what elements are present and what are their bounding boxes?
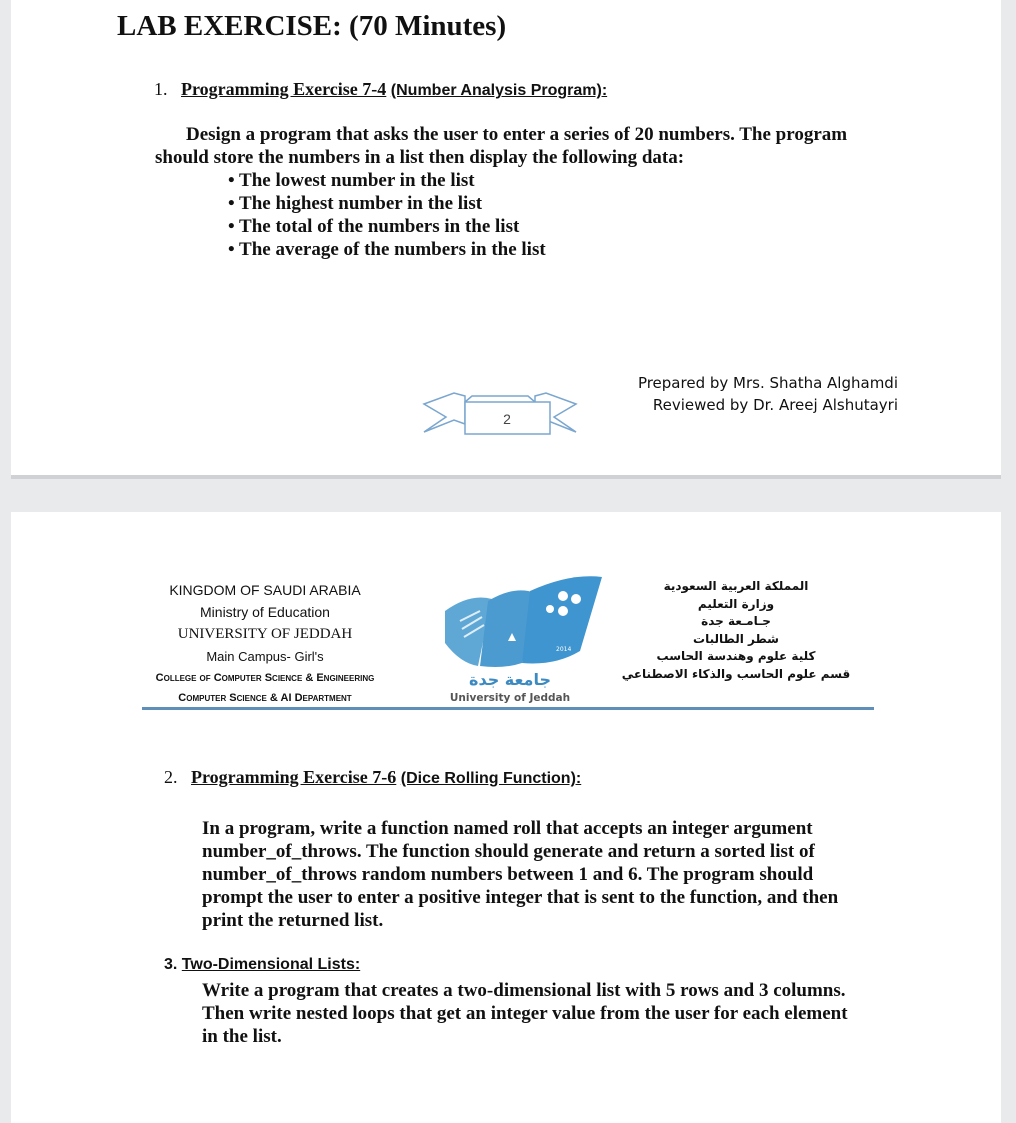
reviewed-by: Reviewed by Dr. Areej Alshutayri bbox=[652, 396, 898, 414]
exercise-3-title: Two-Dimensional Lists: bbox=[181, 956, 361, 973]
exercise-1-bullet-list bbox=[228, 169, 546, 261]
exercise-3-heading bbox=[164, 956, 360, 974]
exercise-3-body bbox=[202, 979, 902, 1048]
page-number: 2 bbox=[503, 411, 511, 427]
list-item: • The highest number in the list bbox=[228, 193, 483, 214]
university-logo bbox=[430, 571, 610, 706]
header-ministry: Ministry of Education bbox=[200, 604, 330, 620]
list-item: • The average of the numbers in the list bbox=[228, 239, 546, 260]
exercise-1-line-2: should store the numbers in a list then display the following data: bbox=[155, 147, 685, 168]
header-college: College of Computer Science & Engineering bbox=[155, 672, 375, 684]
exercise-2-line: number_of_throws random numbers between 1 and 6. The program should bbox=[202, 864, 814, 885]
header-english-block bbox=[125, 579, 405, 708]
exercise-2-number: 2. bbox=[164, 767, 178, 787]
header-ar-campus: شطر الطالبات bbox=[693, 631, 779, 646]
header-ar-ministry: وزارة التعليم bbox=[697, 596, 775, 611]
list-item: • The total of the numbers in the list bbox=[228, 216, 520, 237]
exercise-2-subtitle: (Dice Rolling Function): bbox=[400, 770, 582, 787]
exercise-3-line: Write a program that creates a two-dimensional list with 5 rows and 3 columns. bbox=[202, 980, 846, 1001]
exercise-1-number: 1. bbox=[154, 79, 168, 99]
exercise-2-link[interactable]: Programming Exercise 7-6 bbox=[191, 767, 397, 787]
exercise-1-subtitle: (Number Analysis Program): bbox=[390, 82, 608, 99]
header-arabic-block bbox=[606, 578, 866, 683]
header-ar-university: جـامـعة جدة bbox=[701, 614, 771, 628]
exercise-2-line: In a program, write a function named roll that accepts an integer argument bbox=[202, 818, 813, 839]
exercise-3-line: Then write nested loops that get an integer value from the user for each element bbox=[202, 1003, 848, 1024]
header-divider bbox=[142, 707, 874, 710]
exercise-1-body bbox=[155, 123, 895, 169]
header-campus: Main Campus- Girl's bbox=[206, 649, 324, 664]
header-country: KINGDOM OF SAUDI ARABIA bbox=[169, 582, 361, 598]
exercise-1-line-1: Design a program that asks the user to enter a series of 20 numbers. The program bbox=[186, 124, 848, 145]
credits bbox=[638, 372, 898, 416]
header-university: UNIVERSITY OF JEDDAH bbox=[177, 626, 353, 642]
page-number-banner bbox=[410, 388, 590, 436]
exercise-3-number: 3. bbox=[164, 956, 178, 973]
logo-year: 2014 bbox=[556, 646, 572, 653]
exercise-2-body bbox=[202, 817, 892, 932]
header-department: Computer Science & AI Department bbox=[178, 692, 352, 704]
header-ar-country: المملكة العربية السعودية bbox=[663, 579, 809, 593]
exercise-2-line: prompt the user to enter a positive integer that is sent to the function, and then bbox=[202, 887, 839, 908]
header-ar-department: قسم علوم الحاسب والذكاء الاصطناعي bbox=[621, 666, 851, 681]
exercise-2-line: number_of_throws. The function should generate and return a sorted list of bbox=[202, 841, 815, 862]
exercise-1-link[interactable]: Programming Exercise 7-4 bbox=[181, 79, 387, 99]
exercise-2-line: print the returned list. bbox=[202, 910, 384, 931]
exercise-2-heading bbox=[164, 767, 581, 788]
lab-title: LAB EXERCISE: (70 Minutes) bbox=[117, 10, 507, 42]
logo-english-name: University of Jeddah bbox=[449, 692, 571, 704]
prepared-by: Prepared by Mrs. Shatha Alghamdi bbox=[637, 374, 898, 392]
header-ar-college: كلية علوم وهندسة الحاسب bbox=[656, 649, 816, 663]
logo-arabic-name: جامعة جدة bbox=[469, 670, 551, 689]
page-separator bbox=[11, 475, 1001, 479]
exercise-1-heading bbox=[154, 79, 607, 100]
exercise-3-line: in the list. bbox=[202, 1026, 282, 1047]
list-item: • The lowest number in the list bbox=[228, 170, 475, 191]
